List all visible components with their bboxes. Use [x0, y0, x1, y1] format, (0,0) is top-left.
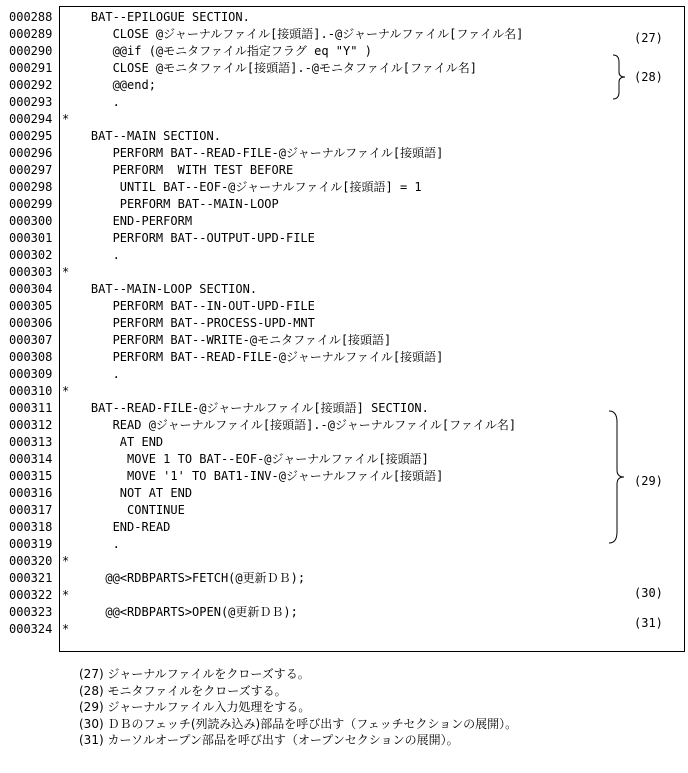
code-line — [0, 468, 688, 485]
code-line — [0, 604, 688, 621]
line-number: 000312 — [9, 418, 53, 432]
code-line — [0, 60, 688, 77]
code-text: BAT--READ-FILE-@ジャーナルファイル[接頭語] SECTION. — [62, 401, 429, 415]
code-text: BAT--MAIN-LOOP SECTION. — [62, 282, 258, 296]
line-number: 000304 — [9, 282, 53, 296]
line-number: 000324 — [9, 622, 53, 636]
line-number: 000292 — [9, 78, 53, 92]
line-number: 000318 — [9, 520, 53, 534]
code-text: END-READ — [62, 520, 171, 534]
code-text: NOT AT END — [62, 486, 193, 500]
code-text: . — [62, 367, 120, 381]
line-number: 000297 — [9, 163, 53, 177]
brace-29-icon — [607, 410, 629, 544]
code-text: @@end; — [62, 78, 156, 92]
code-text: READ @ジャーナルファイル[接頭語].-@ジャーナルファイル[ファイル名] — [62, 418, 517, 432]
line-number: 000314 — [9, 452, 53, 466]
line-number: 000320 — [9, 554, 53, 568]
code-text: PERFORM BAT--MAIN-LOOP — [62, 197, 279, 211]
code-line — [0, 77, 688, 94]
code-text: MOVE '1' TO BAT1-INV-@ジャーナルファイル[接頭語] — [62, 469, 444, 483]
note-item: (28) モニタファイルをクローズする。 — [79, 683, 287, 698]
code-line — [0, 519, 688, 536]
code-line — [0, 162, 688, 179]
code-listing — [0, 9, 688, 638]
line-number: 000303 — [9, 265, 53, 279]
code-text: * — [62, 265, 70, 279]
code-line — [0, 434, 688, 451]
code-text: BAT--MAIN SECTION. — [62, 129, 221, 143]
code-line — [0, 570, 688, 587]
code-line — [0, 349, 688, 366]
code-text: @@if (@モニタファイル指定フラグ eq "Y" ) — [62, 44, 372, 58]
code-text: PERFORM BAT--WRITE-@モニタファイル[接頭語] — [62, 333, 392, 347]
code-line — [0, 451, 688, 468]
line-number: 000294 — [9, 112, 53, 126]
code-text: CLOSE @ジャーナルファイル[接頭語].-@ジャーナルファイル[ファイル名] — [62, 27, 524, 41]
line-number: 000322 — [9, 588, 53, 602]
code-line — [0, 332, 688, 349]
code-text: * — [62, 554, 70, 568]
line-number: 000299 — [9, 197, 53, 211]
code-text: END-PERFORM — [62, 214, 193, 228]
line-number: 000289 — [9, 27, 53, 41]
annotation-28: (28) — [634, 70, 663, 84]
note-item: (29) ジャーナルファイル入力処理をする。 — [79, 700, 311, 714]
line-number: 000311 — [9, 401, 53, 415]
code-line — [0, 315, 688, 332]
code-line — [0, 247, 688, 264]
code-text: . — [62, 248, 120, 262]
code-text: PERFORM BAT--IN-OUT-UPD-FILE — [62, 299, 315, 313]
line-number: 000315 — [9, 469, 53, 483]
line-number: 000296 — [9, 146, 53, 160]
line-number: 000295 — [9, 129, 53, 143]
code-line — [0, 43, 688, 60]
code-line — [0, 366, 688, 383]
code-line — [0, 196, 688, 213]
line-number: 000298 — [9, 180, 53, 194]
code-text: PERFORM BAT--PROCESS-UPD-MNT — [62, 316, 315, 330]
code-line — [0, 264, 688, 281]
note-item: (30) ＤＢのフェッチ(列読み込み)部品を呼び出す（フェッチセクションの展開）。 — [79, 716, 518, 731]
code-line — [0, 281, 688, 298]
line-number: 000316 — [9, 486, 53, 500]
line-number: 000288 — [9, 10, 53, 24]
line-number: 000319 — [9, 537, 53, 551]
code-line — [0, 213, 688, 230]
line-number: 000290 — [9, 44, 53, 58]
code-line — [0, 145, 688, 162]
line-number: 000317 — [9, 503, 53, 517]
code-text: PERFORM WITH TEST BEFORE — [62, 163, 294, 177]
code-line — [0, 536, 688, 553]
code-line — [0, 230, 688, 247]
code-line — [0, 9, 688, 26]
annotation-29: (29) — [634, 474, 663, 488]
code-text: AT END — [62, 435, 164, 449]
line-number: 000313 — [9, 435, 53, 449]
code-line — [0, 400, 688, 417]
code-line — [0, 485, 688, 502]
code-text: * — [62, 588, 70, 602]
line-number: 000293 — [9, 95, 53, 109]
code-line — [0, 26, 688, 43]
line-number: 000301 — [9, 231, 53, 245]
code-text: @@<RDBPARTS>OPEN(@更新ＤＢ); — [62, 605, 298, 619]
notes-list — [79, 666, 679, 749]
code-line — [0, 179, 688, 196]
code-line — [0, 587, 688, 604]
code-text: PERFORM BAT--READ-FILE-@ジャーナルファイル[接頭語] — [62, 146, 444, 160]
line-number: 000310 — [9, 384, 53, 398]
line-number: 000321 — [9, 571, 53, 585]
code-text: MOVE 1 TO BAT--EOF-@ジャーナルファイル[接頭語] — [62, 452, 429, 466]
code-text: CONTINUE — [62, 503, 185, 517]
annotation-30: (30) — [634, 586, 663, 600]
code-text: BAT--EPILOGUE SECTION. — [62, 10, 250, 24]
line-number: 000309 — [9, 367, 53, 381]
code-text: UNTIL BAT--EOF-@ジャーナルファイル[接頭語] = 1 — [62, 180, 422, 194]
code-text: * — [62, 622, 70, 636]
code-text: * — [62, 112, 70, 126]
note-item: (31) カーソルオープン部品を呼び出す（オープンセクションの展開）。 — [79, 733, 459, 747]
annotation-31: (31) — [634, 616, 663, 630]
line-number: 000300 — [9, 214, 53, 228]
code-line — [0, 502, 688, 519]
line-number: 000323 — [9, 605, 53, 619]
line-number: 000308 — [9, 350, 53, 364]
code-line — [0, 383, 688, 400]
code-text: . — [62, 537, 120, 551]
code-line — [0, 417, 688, 434]
line-number: 000291 — [9, 61, 53, 75]
code-line — [0, 128, 688, 145]
line-number: 000305 — [9, 299, 53, 313]
line-number: 000307 — [9, 333, 53, 347]
code-line — [0, 621, 688, 638]
code-line — [0, 298, 688, 315]
line-number: 000306 — [9, 316, 53, 330]
code-text: * — [62, 384, 70, 398]
line-number: 000302 — [9, 248, 53, 262]
code-text: PERFORM BAT--OUTPUT-UPD-FILE — [62, 231, 315, 245]
code-text: @@<RDBPARTS>FETCH(@更新ＤＢ); — [62, 571, 306, 585]
brace-28-icon — [611, 54, 631, 100]
code-text: CLOSE @モニタファイル[接頭語].-@モニタファイル[ファイル名] — [62, 61, 477, 75]
code-line — [0, 553, 688, 570]
code-text: PERFORM BAT--READ-FILE-@ジャーナルファイル[接頭語] — [62, 350, 444, 364]
annotation-27: (27) — [634, 31, 663, 45]
code-line — [0, 94, 688, 111]
code-line — [0, 111, 688, 128]
note-item: (27) ジャーナルファイルをクローズする。 — [79, 667, 310, 681]
code-text: . — [62, 95, 120, 109]
